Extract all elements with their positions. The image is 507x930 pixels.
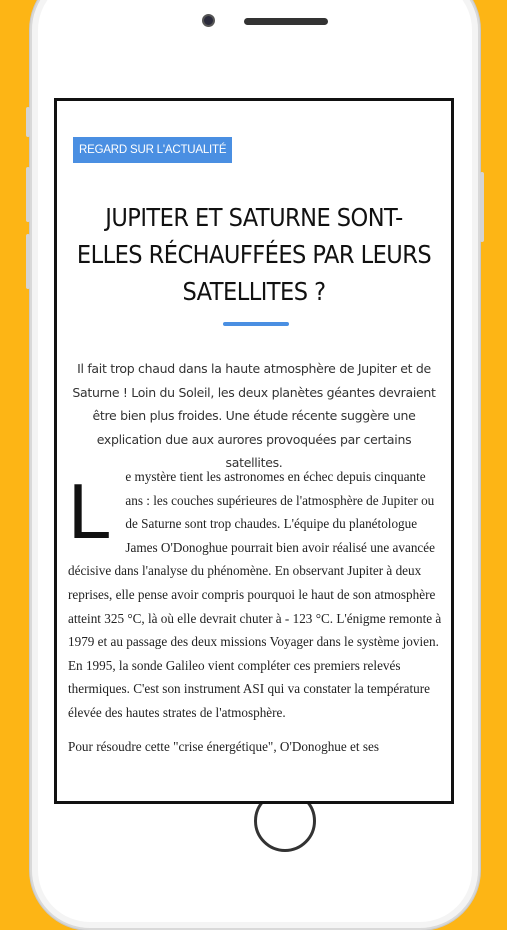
mute-switch bbox=[26, 107, 30, 137]
earpiece-speaker bbox=[244, 18, 328, 25]
paragraph-1-text: e mystère tient les astronomes en échec depuis cinquante ans : les couches supérieures de l'atmosphère de Jupiter ou de Saturne sont trop chaudes. L'équipe du planétologue James O'Donoghue pourrait bien avoir réalisé une avancée décisive dans l'analyse du phénomène. En observant Jupiter à deux reprises, elle pense avoir compris pourquoi le haut de son atmosphère atteint 325 °C, là où elle devrait chuter à - 123 °C. L'énigme remonte à 1979 et au passage des deux missions Voyager dans le système jovien. En 1995, la sonde Galileo vient compléter ces premiers relevés thermiques. C'est son instrument ASI qui va constater la température élevée des hautes strates de l'atmosphère. bbox=[68, 469, 442, 720]
power-button bbox=[480, 172, 484, 242]
volume-down-button bbox=[26, 234, 30, 289]
article-body bbox=[68, 465, 442, 768]
article-screen[interactable] bbox=[54, 98, 454, 804]
article-title: JUPITER ET SATURNE SONT-ELLES RÉCHAUFFÉES PAR LEURS SATELLITES ? bbox=[76, 203, 432, 306]
volume-up-button bbox=[26, 167, 30, 222]
paragraph-1 bbox=[68, 465, 442, 725]
drop-cap: L bbox=[68, 467, 112, 555]
front-camera-icon bbox=[202, 14, 215, 27]
article-lead: Il fait trop chaud dans la haute atmosphère de Jupiter et de Saturne ! Loin du Soleil, les deux planètes géantes devraient être bien plus froides. Une étude récente suggère une explication due aux aurores provoquées par certains satellites. bbox=[72, 361, 436, 470]
category-tag[interactable]: REGARD SUR L'ACTUALITÉ bbox=[73, 137, 232, 163]
title-divider bbox=[223, 322, 289, 326]
paragraph-2: Pour résoudre cette "crise énergétique", O'Donoghue et ses bbox=[68, 738, 379, 754]
